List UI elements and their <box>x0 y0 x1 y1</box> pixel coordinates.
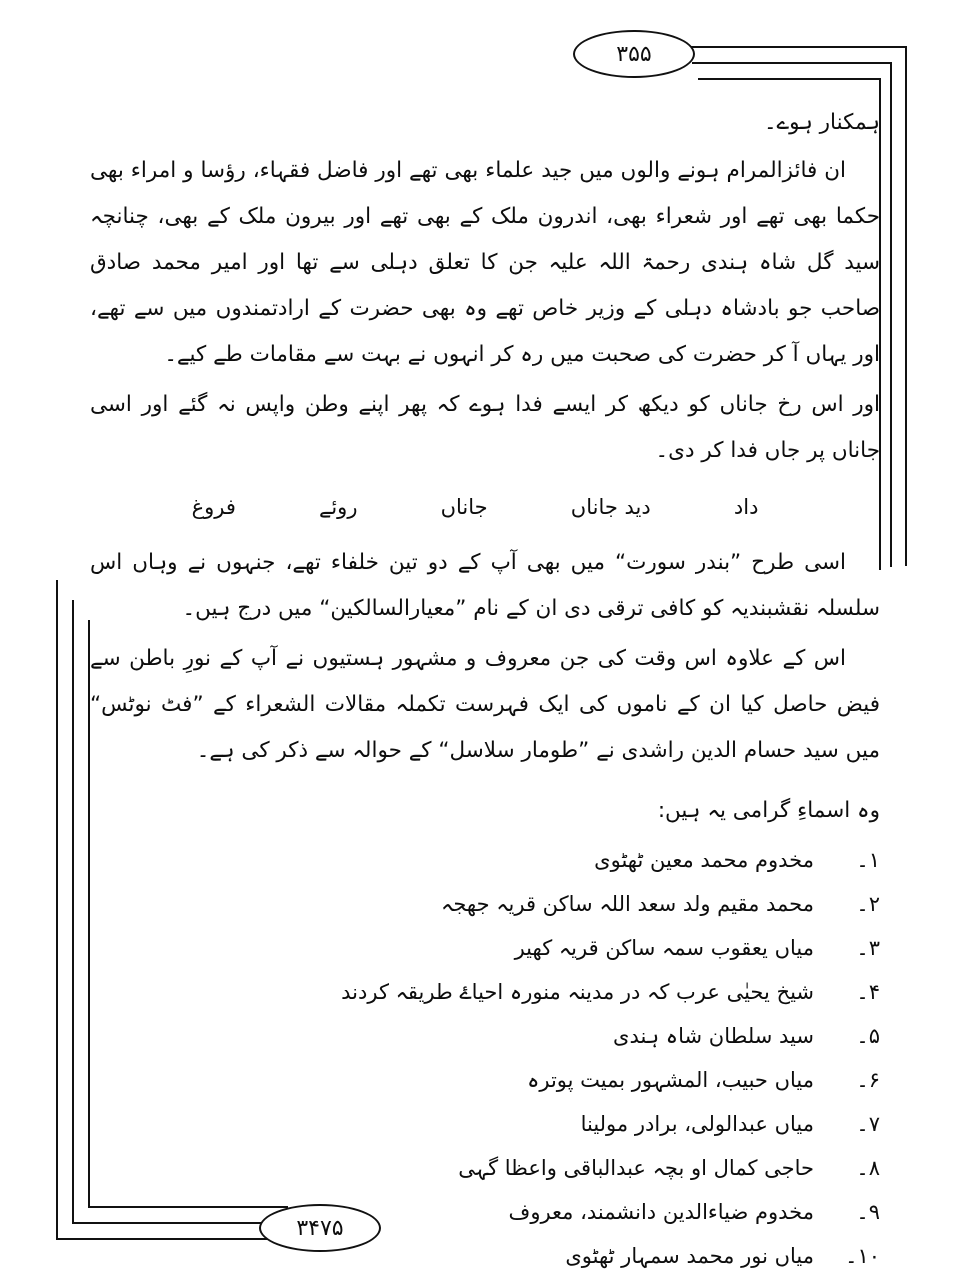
list-item-name: میاں عبدالولی، برادر مولینا <box>580 1112 814 1136</box>
paragraph-3: اسی طرح ”بندر سورت“ میں بھی آپ کے دو تین خلفاء تھے، جنہوں نے وہاں اس سلسلہ نقشبندیہ کو کافی ترقی دی ان کے نام ”معیارالسالکین“ میں درج ہیں۔ <box>90 550 880 621</box>
verse-word-5: داد <box>733 495 759 519</box>
list-item-number: ۲۔ <box>856 892 880 916</box>
frame-line-top-middle <box>692 62 892 64</box>
list-item-name: شیخ یحیٰی عرب کہ در مدینہ منورہ احیاۓ طریقہ کردند <box>341 980 814 1004</box>
page-number-top: ۳۵۵ <box>573 30 695 78</box>
list-item <box>90 972 880 1012</box>
list-intro: وہ اسماءِ گرامی یہ ہیں: <box>657 798 880 823</box>
list-item-number: ۶۔ <box>856 1068 880 1092</box>
list-item <box>90 928 880 968</box>
list-item-number: ۳۔ <box>856 936 880 960</box>
list-item-number: ۱۔ <box>856 848 880 872</box>
list-item <box>90 840 880 880</box>
list-item-name: حاجی کمال او بچہ عبدالباقی واعظا گہی <box>458 1156 814 1180</box>
list-item <box>90 1016 880 1056</box>
page-body <box>90 100 880 1277</box>
verse-word-2: روئے <box>319 495 358 519</box>
list-item <box>90 1192 880 1232</box>
frame-line-right-outer <box>905 46 907 566</box>
verse-word-1: فروغ <box>191 495 236 519</box>
frame-line-left-outer <box>56 580 58 1240</box>
list-item <box>90 884 880 924</box>
list-item-number: ۱۰۔ <box>845 1244 880 1268</box>
frame-line-right-middle <box>890 62 892 567</box>
list-item-name: میاں حبیب، المشہور بمیت پوترہ <box>527 1068 814 1092</box>
paragraph-1: ان فائزالمرام ہونے والوں میں جید علماء بھی تھے اور فاضل فقہاء، رؤسا و امراء بھی حکما بھی تھے اور شعراء بھی، اندرون ملک کے بھی تھے اور بیرون ملک کے بھی، چنانچہ سید گل شاہ ہندی رحمۃ اللہ علیہ جن کا تعلق دہلی سے تھا اور امیر محمد صادق صاحب جو بادشاہ دہلی کے وزیر خاص تھے وہ بھی حضرت کے ارادتمندوں میں سے تھے، اور یہاں آ کر حضرت کی صحبت میں رہ کر انہوں نے بہت سے مقامات طے کیے۔ <box>90 158 880 367</box>
list-item <box>90 1148 880 1188</box>
list-item <box>90 1104 880 1144</box>
verse-word-3: جاناں <box>440 495 488 519</box>
list-item-number: ۴۔ <box>856 980 880 1004</box>
list-item-name: محمد مقیم ولد سعد اللہ ساکن قریہ جھجہ <box>441 892 814 916</box>
frame-line-top-inner <box>698 78 881 80</box>
verse-word-4: دید جاناں <box>570 495 651 519</box>
paragraph-4: اس کے علاوہ اس وقت کی جن معروف و مشہور ہستیوں نے آپ کے نورِ باطن سے فیض حاصل کیا ان کے ناموں کی ایک فہرست تکملہ مقالات الشعراء کے ”فٹ نوٹس“ میں سید حسام الدین راشدی نے ”طومار سلاسل“ کے حوالہ سے ذکر کی ہے۔ <box>90 646 880 763</box>
list-item-name: میاں نور محمد سمہار ٹھٹوی <box>565 1244 814 1268</box>
list-item <box>90 1236 880 1276</box>
list-item-name: میاں یعقوب سمہ ساکن قریہ کھیر <box>514 936 814 960</box>
list-item <box>90 1060 880 1100</box>
list-item-number: ۹۔ <box>856 1200 880 1224</box>
list-item-number: ۸۔ <box>856 1156 880 1180</box>
frame-line-top-outer <box>686 46 907 48</box>
list-item-number: ۵۔ <box>856 1024 880 1048</box>
lead-fragment: ہمکنار ہوے۔ <box>763 110 880 135</box>
list-item-number: ۷۔ <box>856 1112 880 1136</box>
frame-line-left-middle <box>72 600 74 1224</box>
names-list <box>90 840 880 1276</box>
list-item-name: مخدوم ضیاءالدین دانشمند، معروف <box>508 1200 814 1224</box>
paragraph-2: اور اس رخ جاناں کو دیکھ کر ایسے فدا ہوے کہ پھر اپنے وطن واپس نہ گئے اور اسی جاناں پر جاں فدا کر دی۔ <box>90 392 880 463</box>
list-item-name: مخدوم محمد معین ٹھٹوی <box>594 848 814 872</box>
list-item-name: سید سلطان شاہ ہندی <box>613 1024 814 1048</box>
verse-line <box>150 484 800 530</box>
page-number-bottom: ۳۴۷۵ <box>259 1204 381 1252</box>
